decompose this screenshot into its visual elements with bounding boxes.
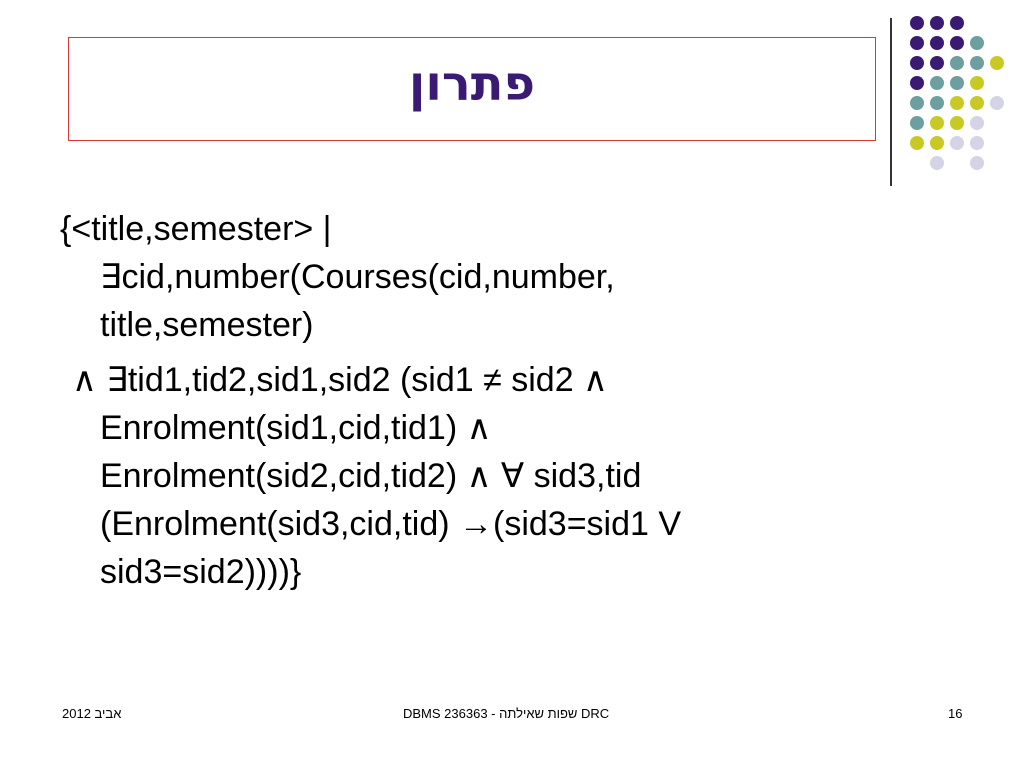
footer-course: DBMS 236363 - שפות שאילתה DRC xyxy=(403,706,610,721)
decor-dot xyxy=(930,156,944,170)
decor-dot xyxy=(950,56,964,70)
decor-dot xyxy=(930,16,944,30)
decor-dot xyxy=(970,76,984,90)
decor-dot xyxy=(970,136,984,150)
formula-line: (Enrolment(sid3,cid,tid) →(sid3=sid1 V xyxy=(100,505,682,543)
footer-date: אביב 2012 xyxy=(62,706,122,721)
decor-dot xyxy=(950,96,964,110)
decor-dot xyxy=(970,56,984,70)
slide-title: פתרון xyxy=(408,56,536,112)
decor-dot xyxy=(930,36,944,50)
formula-line: Enrolment(sid2,cid,tid2) ∧ ∀ sid3,tid xyxy=(100,457,642,495)
footer-page-number: 16 xyxy=(948,706,963,721)
decorative-vertical-line xyxy=(890,18,892,186)
formula-line: sid3=sid2))))} xyxy=(100,553,302,591)
slide-body xyxy=(60,205,860,596)
decor-dot xyxy=(930,136,944,150)
formula-part-1 xyxy=(60,205,860,349)
decor-dot xyxy=(930,56,944,70)
decor-dot xyxy=(910,136,924,150)
decor-dot xyxy=(950,76,964,90)
decor-dot xyxy=(950,36,964,50)
decor-dot xyxy=(990,96,1004,110)
decorative-dot-grid xyxy=(896,10,1016,170)
decor-dot xyxy=(930,116,944,130)
decor-dot xyxy=(970,96,984,110)
decor-dot xyxy=(930,96,944,110)
decor-dot xyxy=(910,76,924,90)
formula-line: ∧ ∃tid1,tid2,sid1,sid2 (sid1 ≠ sid2 ∧ xyxy=(72,361,608,399)
decor-dot xyxy=(910,116,924,130)
decor-dot xyxy=(950,116,964,130)
decor-dot xyxy=(910,36,924,50)
formula-line: {<title,semester> | xyxy=(60,210,332,248)
title-box xyxy=(68,37,876,141)
decor-dot xyxy=(950,16,964,30)
decor-dot xyxy=(910,96,924,110)
decor-dot xyxy=(970,116,984,130)
decor-dot xyxy=(970,156,984,170)
decor-dot xyxy=(930,76,944,90)
formula-line: title,semester) xyxy=(100,306,314,344)
decor-dot xyxy=(950,136,964,150)
formula-line: Enrolment(sid1,cid,tid1) ∧ xyxy=(100,409,492,447)
decor-dot xyxy=(970,36,984,50)
decor-dot xyxy=(990,56,1004,70)
decor-dot xyxy=(910,16,924,30)
decor-dot xyxy=(910,56,924,70)
formula-line: ∃cid,number(Courses(cid,number, xyxy=(100,258,615,296)
formula-part-2 xyxy=(60,356,860,596)
